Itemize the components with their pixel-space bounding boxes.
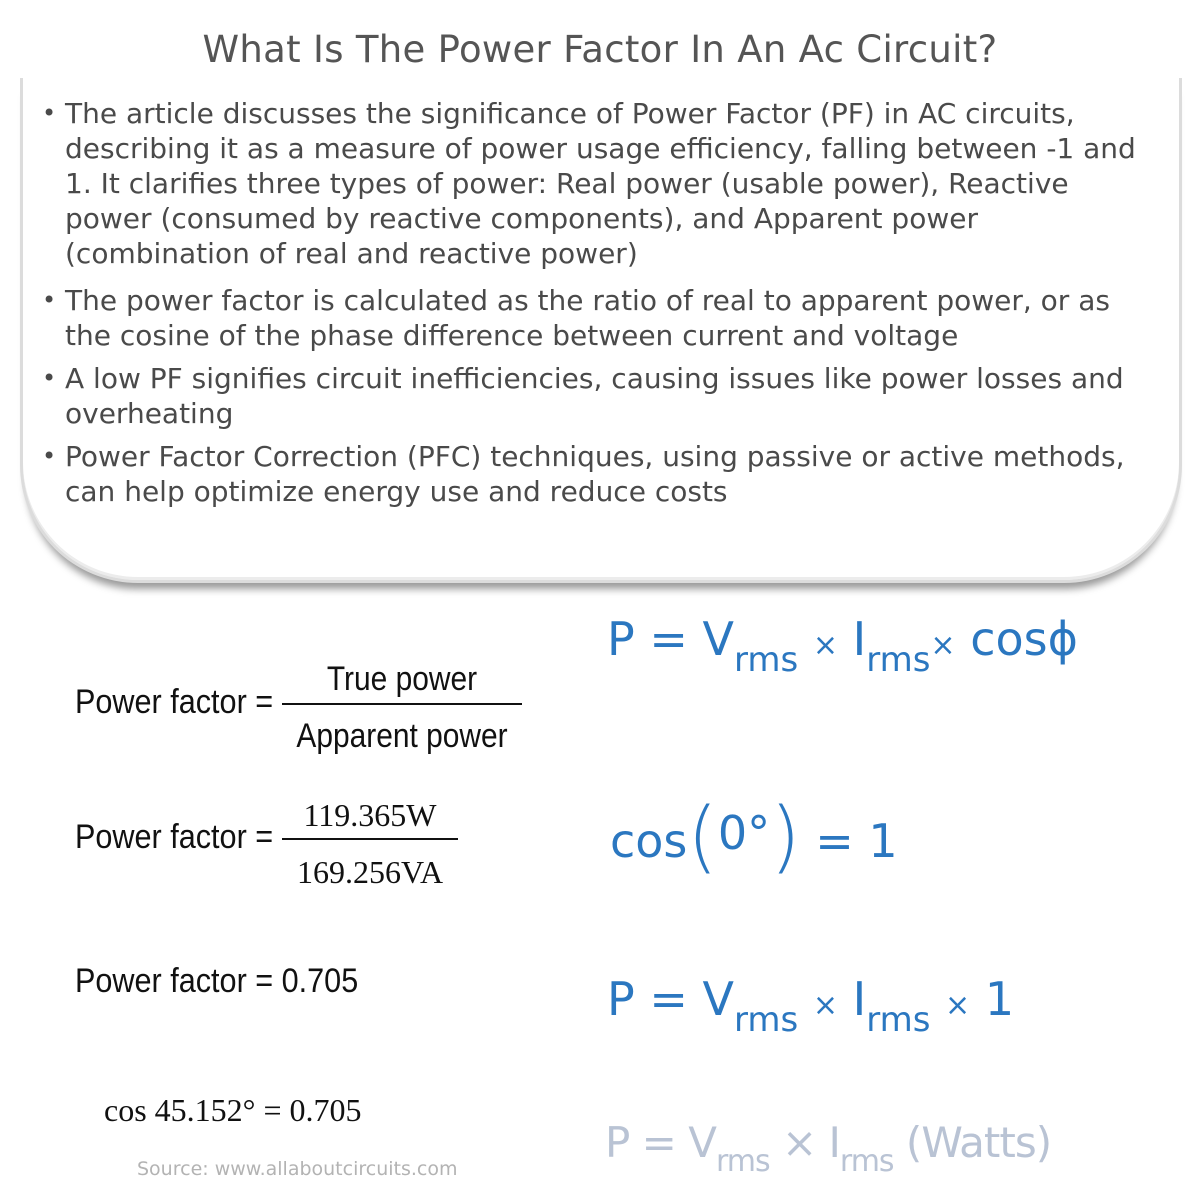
formula-argument: 0° (717, 806, 771, 860)
list-item: • The power factor is calculated as the ratio of real to apparent power, or as the cosine of the phase difference between current and voltage (42, 284, 1110, 352)
bullet-icon: • (42, 99, 57, 127)
multiply-sign: × (945, 988, 971, 1023)
right-paren: ) (770, 792, 801, 882)
fraction-line (282, 703, 522, 705)
formula-equals: = (649, 972, 688, 1026)
multiply-sign: × (812, 988, 838, 1023)
formula-subscript: rms (866, 640, 931, 680)
formula-equals: = (649, 612, 688, 666)
watts-formula: $P = V_{rms} \times I_{rms}$ (Watts) (605, 1118, 1052, 1179)
formula-current: I (852, 612, 867, 666)
formula-current: I (852, 972, 867, 1026)
list-item: • A low PF signifies circuit inefficiencies, causing issues like power losses and overheating (42, 362, 1124, 430)
cosine-zero-formula (610, 786, 898, 882)
formula-lhs: P (607, 612, 635, 666)
formula-subscript: rms (734, 640, 799, 680)
numerator: 119.365W (303, 797, 437, 833)
formula-one: 1 (984, 972, 1015, 1026)
formula-voltage: V (702, 972, 735, 1026)
real-power-formula (607, 612, 1078, 680)
cosine-check: cos 45.152° = 0.705 (104, 1092, 362, 1128)
fraction-line (282, 838, 458, 840)
formula-label: Power factor = (75, 683, 274, 721)
formula-label: Power factor = (75, 818, 274, 856)
numerator: True power (326, 660, 478, 698)
denominator: 169.256VA (296, 854, 444, 890)
page-title: What Is The Power Factor In An Ac Circuit? (202, 28, 998, 71)
formula-voltage: V (702, 612, 735, 666)
unity-power-formula (607, 972, 1015, 1040)
formula-function: cos (610, 814, 688, 868)
bullet-icon: • (42, 364, 57, 392)
formula-subscript: rms (734, 1000, 799, 1040)
formula-result: = 1 (815, 814, 898, 868)
multiply-sign: × (930, 628, 956, 663)
list-item: • Power Factor Correction (PFC) techniques, using passive or active methods, can help optimize energy use and reduce costs (42, 440, 1125, 508)
denominator: Apparent power (296, 717, 508, 755)
source-credit: Source: www.allaboutcircuits.com (137, 1158, 458, 1180)
bullet-icon: • (42, 442, 57, 470)
summary-list (40, 96, 1150, 523)
power-factor-result: Power factor = 0.705 (75, 962, 359, 1000)
bullet-icon: • (42, 286, 57, 314)
formula-subscript: rms (866, 1000, 931, 1040)
formula-lhs: P (607, 972, 635, 1026)
multiply-sign: × (812, 628, 838, 663)
left-paren: ( (687, 792, 718, 882)
formula-cosine: cosϕ (970, 612, 1078, 666)
list-item: • The article discusses the significance of Power Factor (PF) in AC circuits, describing it as a measure of power usage efficiency, falling between -1 and 1. It clarifies three types of power: Real power (usable power), Reactive power (consumed by reactive components), and Apparent power (combination of real and reactive power) (42, 97, 1136, 270)
